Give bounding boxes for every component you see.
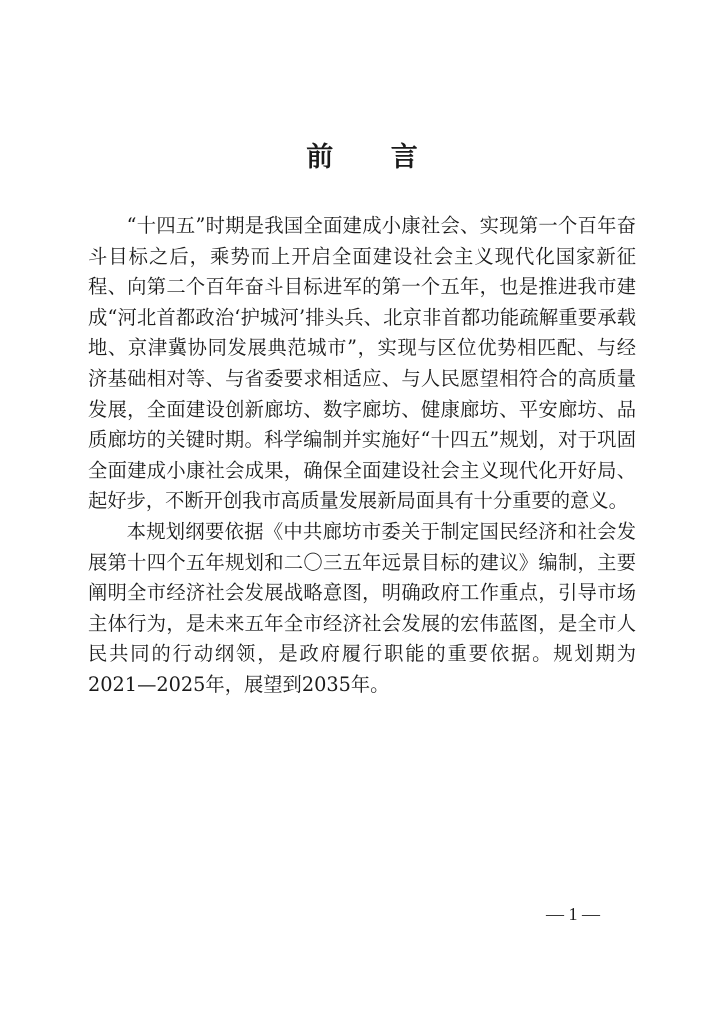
document-body (88, 211, 636, 701)
paragraph-1: “十四五”时期是我国全面建成小康社会、实现第一个百年奋斗目标之后，乘势而上开启全面建设社会主义现代化国家新征程、向第二个百年奋斗目标进军的第一个五年，也是推进我市建成“河北首都政治‘护城河’排头兵、北京非首都功能疏解重要承载地、京津冀协同发展典范城市”，实现与区位优势相匹配、与经济基础相对等、与省委要求相适应、与人民愿望相符合的高质量发展，全面建设创新廊坊、数字廊坊、健康廊坊、平安廊坊、品质廊坊的关键时期。科学编制并实施好“十四五”规划，对于巩固全面建成小康社会成果，确保全面建设社会主义现代化开好局、起好步，不断开创我市高质量发展新局面具有十分重要的意义。 (88, 214, 636, 513)
page-number: — 1 — (546, 904, 600, 924)
paragraph-2: 本规划纲要依据《中共廊坊市委关于制定国民经济和社会发展第十四个五年规划和二〇三五年远景目标的建议》编制，主要阐明全市经济社会发展战略意图，明确政府工作重点，引导市场主体行为，是未来五年全市经济社会发展的宏伟蓝图，是全市人民共同的行动纲领，是政府履行职能的重要依据。规划期为2021—2025年，展望到2035年。 (88, 519, 636, 696)
page-title: 前 言 (306, 142, 442, 173)
